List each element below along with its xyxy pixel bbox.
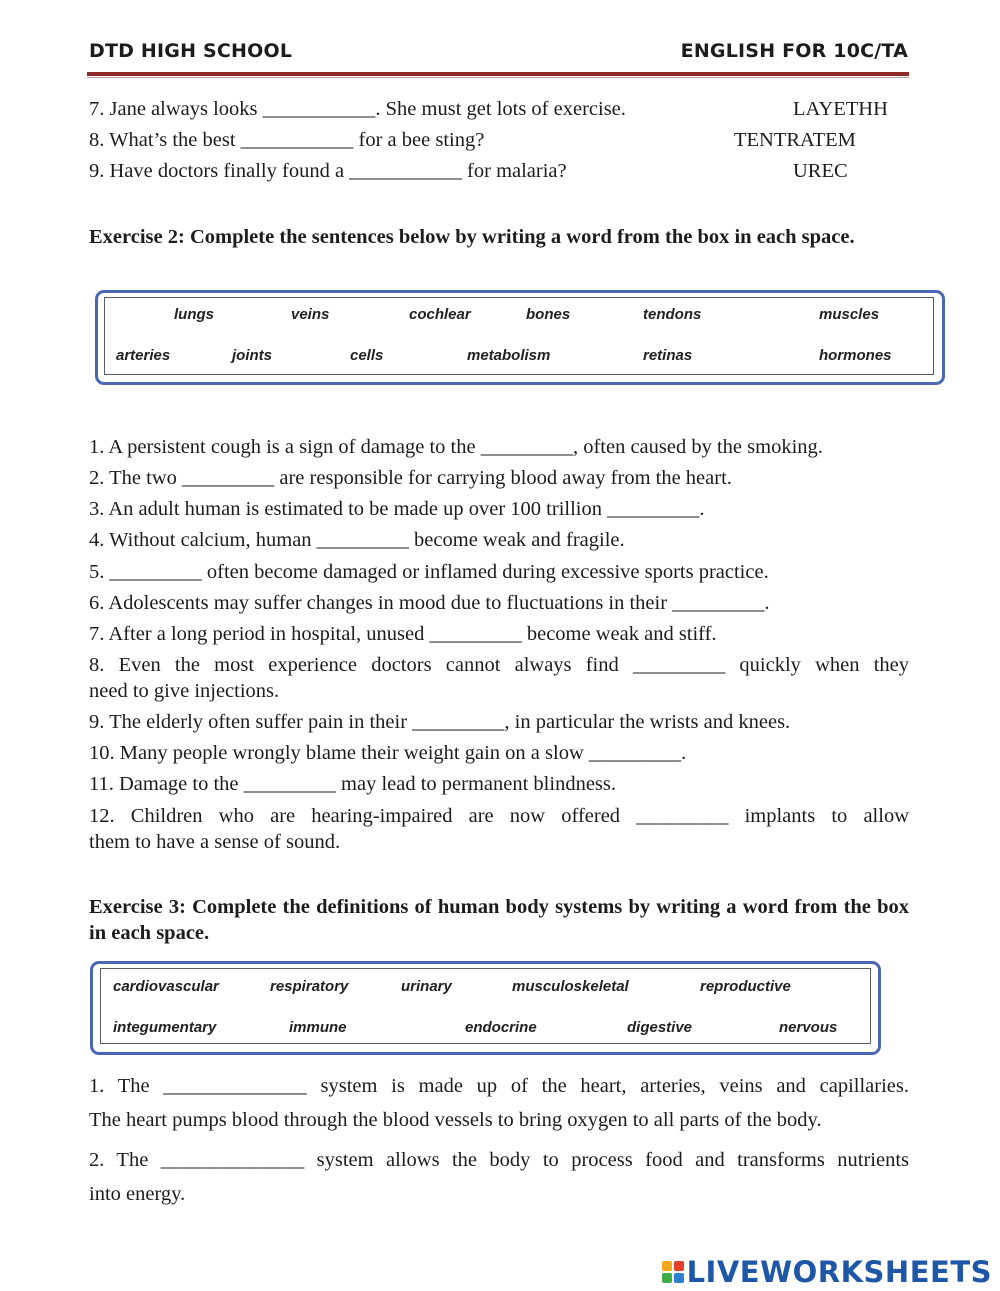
ex2-item: 4. Without calcium, human _________ become weak and fragile.: [89, 529, 625, 551]
ex2-item: 9. The elderly often suffer pain in their _________, in particular the wrists and knees.: [89, 711, 791, 733]
header-rule: [87, 72, 909, 76]
ex2-word: joints: [232, 347, 272, 364]
ex2-word: retinas: [643, 347, 693, 364]
ex2-word: lungs: [174, 306, 214, 323]
ex3-word: immune: [289, 1019, 347, 1036]
ex2-item: 12. Children who are hearing-impaired are now offered _________ implants to allow: [89, 805, 909, 827]
ex2-word: muscles: [819, 306, 880, 323]
ex3-item: 2. The ______________ system allows the body to process food and transforms nutrients: [89, 1149, 909, 1171]
ex3-word: integumentary: [113, 1019, 217, 1036]
ex3-item-cont: into energy.: [89, 1183, 186, 1205]
ex1-item-9: 9. Have doctors finally found a ___________ for malaria?: [89, 160, 567, 182]
ex2-word: arteries: [116, 347, 171, 364]
ex2-word: cochlear: [409, 306, 471, 323]
ex2-word: cells: [350, 347, 384, 364]
ex2-item-cont: need to give injections.: [89, 680, 280, 702]
ex2-item-cont: them to have a sense of sound.: [89, 831, 341, 853]
header-rule-thin: [87, 77, 909, 78]
ex2-word: veins: [291, 306, 330, 323]
ex2-item: 6. Adolescents may suffer changes in mood due to fluctuations in their _________.: [89, 592, 770, 614]
ex2-item: 7. After a long period in hospital, unused _________ become weak and stiff.: [89, 623, 717, 645]
ex2-item: 11. Damage to the _________ may lead to permanent blindness.: [89, 773, 616, 795]
ex2-item: 8. Even the most experience doctors cannot always find _________ quickly when they: [89, 654, 909, 676]
ex3-word: digestive: [627, 1019, 693, 1036]
ex2-word: tendons: [643, 306, 702, 323]
ex3-word: nervous: [779, 1019, 838, 1036]
liveworksheets-logo: [662, 1255, 992, 1289]
ex2-word: hormones: [819, 347, 892, 364]
ex3-word: cardiovascular: [113, 978, 219, 995]
school-name: DTD HIGH SCHOOL: [89, 40, 293, 62]
ex2-word: bones: [526, 306, 571, 323]
ex2-item: 1. A persistent cough is a sign of damage to the _________, often caused by the smoking.: [89, 436, 823, 458]
ex3-word: respiratory: [270, 978, 349, 995]
ex1-item-7: 7. Jane always looks ___________. She must get lots of exercise.: [89, 98, 626, 120]
ex2-item: 2. The two _________ are responsible for carrying blood away from the heart.: [89, 467, 732, 489]
ex2-heading: Exercise 2: Complete the sentences below by writing a word from the box in each space.: [89, 226, 855, 248]
ex3-word: musculoskeletal: [512, 978, 629, 995]
course-title: ENGLISH FOR 10C/TA: [680, 40, 908, 62]
ex3-word: urinary: [401, 978, 452, 995]
ex3-item-cont: The heart pumps blood through the blood vessels to bring oxygen to all parts of the body.: [89, 1109, 822, 1131]
ex3-item: 1. The ______________ system is made up of the heart, arteries, veins and capillaries.: [89, 1075, 909, 1097]
ex1-item-7-code: LAYETHH: [793, 98, 888, 120]
ex1-item-9-code: UREC: [793, 160, 848, 182]
ex2-word: metabolism: [467, 347, 551, 364]
ex1-item-8-code: TENTRATEM: [734, 129, 856, 151]
ex3-heading: Exercise 3: Complete the definitions of human body systems by writing a word from the box in each space.: [89, 896, 909, 944]
ex2-item: 3. An adult human is estimated to be made up over 100 trillion _________.: [89, 498, 705, 520]
logo-text: LIVEWORKSHEETS: [686, 1255, 992, 1289]
ex2-item: 10. Many people wrongly blame their weight gain on a slow _________.: [89, 742, 687, 764]
ex2-item: 5. _________ often become damaged or inflamed during excessive sports practice.: [89, 561, 769, 583]
ex3-word: endocrine: [465, 1019, 537, 1036]
logo-squares-icon: [662, 1261, 684, 1283]
ex3-word: reproductive: [700, 978, 791, 995]
ex1-item-8: 8. What’s the best ___________ for a bee sting?: [89, 129, 485, 151]
